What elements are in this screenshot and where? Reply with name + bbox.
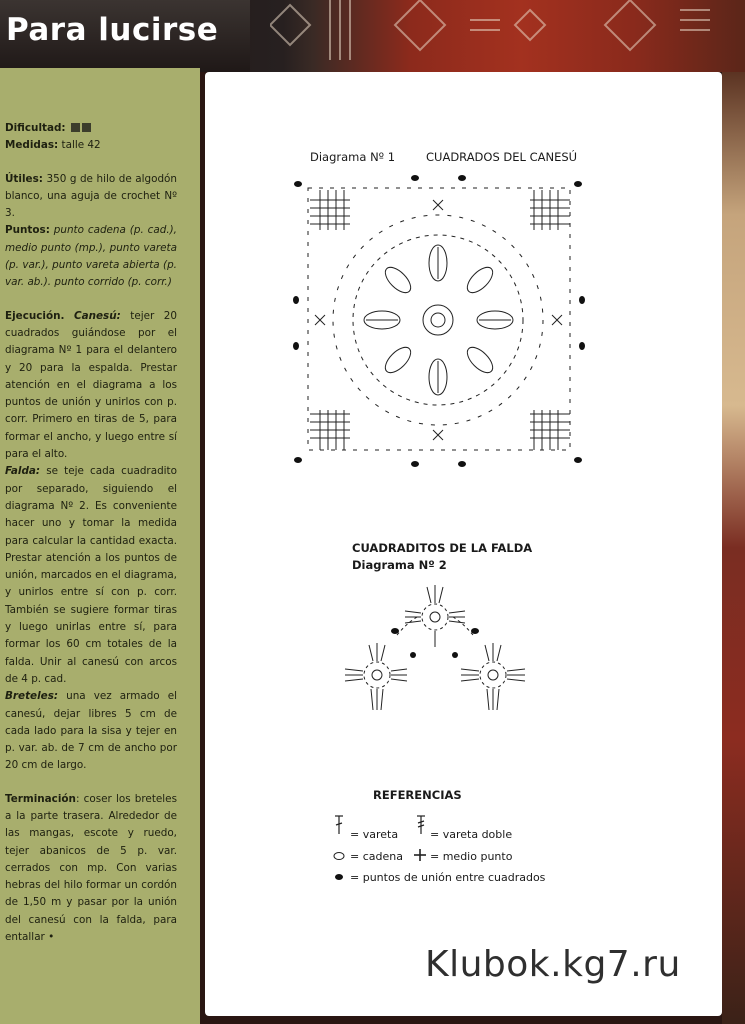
difficulty-icon [71,123,80,132]
terminacion-label: Terminación [5,792,76,805]
references-title: REFERENCIAS [373,788,462,802]
falda-text: se teje cada cuadradito por separado, siguiendo el diagrama Nº 2. Es conveniente hacer uno y tomar la medida para calcular la cantidad exacta. Prestar atención a los puntos de unión, marcados en el diagrama, y unirlos entre sí con p. corr. También se sugiere formar tiras y luego unirlas entre sí, para formar los 60 cm totales de la falda. Unir al canesú con arcos de 4 p. cad. [5,465,177,685]
difficulty-icon [82,123,91,132]
page-title: Para lucirse [6,12,219,48]
header-textile-pattern [270,0,730,70]
canesu-label: Canesú: [73,309,121,322]
utiles-label: Útiles: [5,172,43,185]
medio-punto-icon [413,848,427,862]
photo-right-edge [722,72,745,1024]
diagram2-skirt-motif [335,575,535,720]
punto-union-icon [334,873,344,881]
instructions-text [5,120,177,956]
puntos-label: Puntos: [5,224,50,237]
utiles-text: 350 g de hilo de algodón blanco, una aguja de crochet Nº 3. [5,172,177,220]
ejecucion-label: Ejecución. [5,309,65,322]
diagram2-title: CUADRADITOS DE LA FALDA [352,541,533,555]
vareta-icon [333,814,345,836]
falda-label: Falda: [5,465,41,478]
breteles-label: Breteles: [5,690,59,703]
ref-cadena: = cadena [350,850,403,863]
puntos-text: punto cadena (p. cad.), medio punto (mp.), punto vareta (p. var.), punto vareta abierta (p. var. ab.). punto corrido (p. corr.) [5,224,177,289]
diagram2-label: Diagrama Nº 2 [352,558,447,572]
breteles-text: una vez armado el canesú, dejar libres 5 cm de cada lado para la sisa y tejer en p. var. ab. de 7 cm de ancho por 20 cm de largo. [5,690,177,772]
medidas-label: Medidas: [5,139,59,152]
ejecucion-text: tejer 20 cuadrados guiándose por el diagrama Nº 1 para el delantero y 20 para la espalda. Prestar atención en el diagrama a los puntos de unión y unirlos con p. corr. Primero en tiras de 5, para formar el ancho, y luego entre sí para el alto. [5,309,177,461]
instructions-sidebar [0,68,200,1024]
ref-vareta-doble: = vareta doble [430,828,513,841]
diagram1-title: CUADRADOS DEL CANESÚ [426,150,578,164]
vareta-doble-icon [415,814,427,836]
ref-medio-punto: = medio punto [430,850,513,863]
page-header [0,0,745,72]
ref-puntos-union: = puntos de unión entre cuadrados [350,871,546,884]
terminacion-text: : coser los breteles a la parte trasera. Alrededor de las mangas, escote y ruedo, tejer abanicos de 5 p. var. cerrados con mp. Con varias hebras del hilo formar un cordón de 1,50 m y pasar por la unión del canesú con la falda, para entallar • [5,792,177,944]
watermark: Klubok.kg7.ru [425,944,681,985]
dificultad-label: Dificultad: [5,122,66,134]
diagram1-label: Diagrama Nº 1 [310,150,396,164]
cadena-icon [333,851,345,861]
medidas-value: talle 42 [61,139,101,152]
diagram1-square-motif [290,170,590,470]
ref-vareta: = vareta [350,828,399,841]
